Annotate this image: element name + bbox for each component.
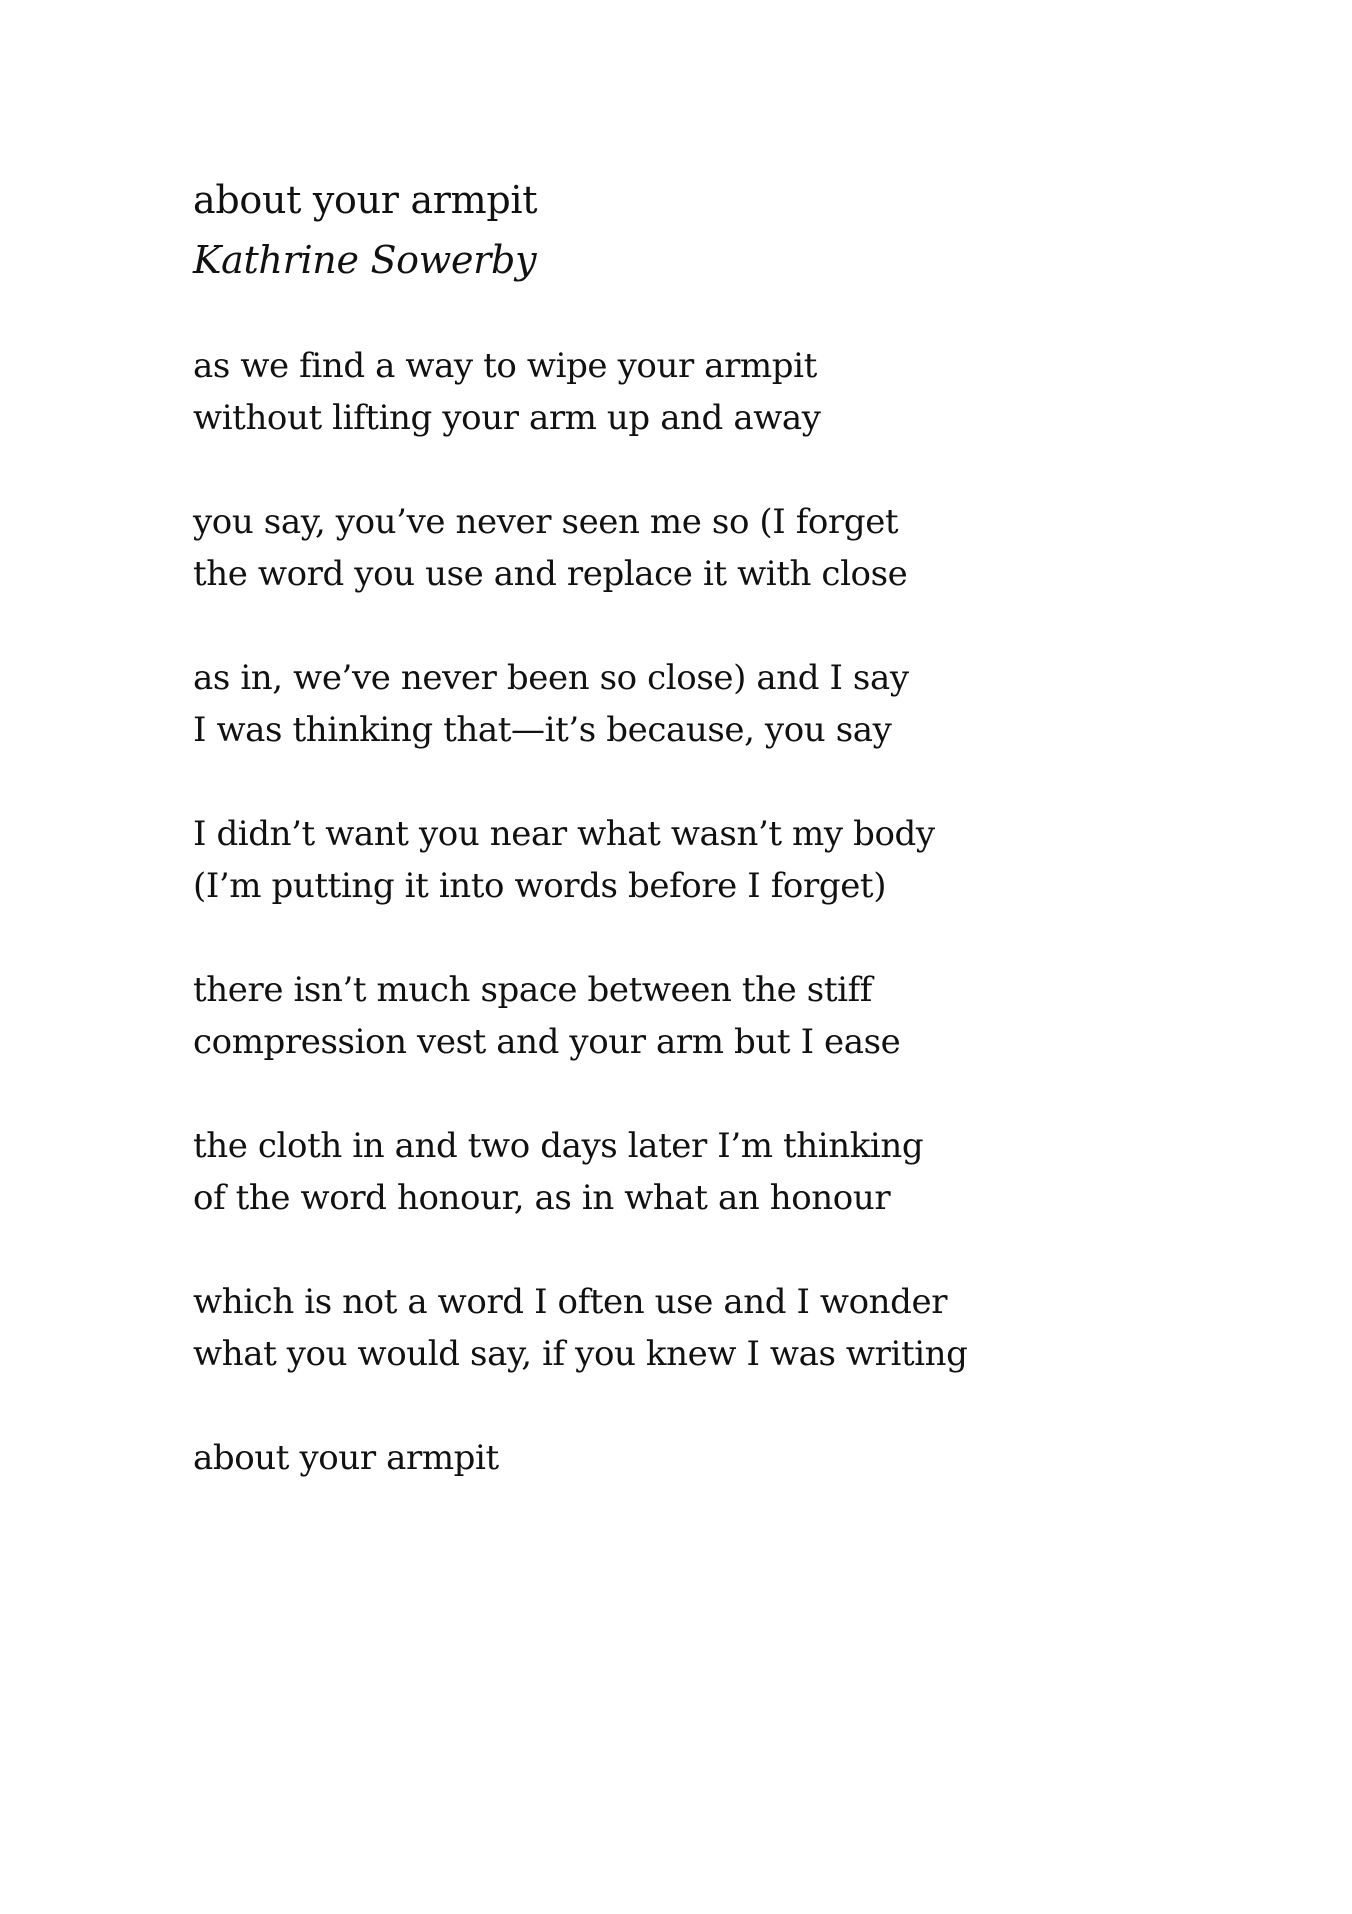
poem-author: Kathrine Sowerby bbox=[193, 238, 537, 282]
poem-line: there isn’t much space between the stiff bbox=[193, 970, 872, 1010]
poem-line: what you would say, if you knew I was writing bbox=[193, 1334, 968, 1374]
stanza bbox=[193, 1432, 1293, 1484]
poem-line: the cloth in and two days later I’m thinking bbox=[193, 1126, 924, 1166]
poem-line: you say, you’ve never seen me so (I forget bbox=[193, 502, 899, 542]
stanza bbox=[193, 340, 1293, 444]
stanza bbox=[193, 496, 1293, 600]
poem-line: as we find a way to wipe your armpit bbox=[193, 346, 817, 386]
poem-line: compression vest and your arm but I ease bbox=[193, 1022, 901, 1062]
stanza bbox=[193, 964, 1293, 1068]
poem-line: (I’m putting it into words before I forget) bbox=[193, 866, 887, 906]
stanza bbox=[193, 1120, 1293, 1224]
poem-page bbox=[193, 170, 1293, 1536]
poem-title: about your armpit bbox=[193, 178, 538, 222]
poem-line: without lifting your arm up and away bbox=[193, 398, 821, 438]
poem-line: which is not a word I often use and I wonder bbox=[193, 1282, 948, 1322]
poem-line: about your armpit bbox=[193, 1438, 499, 1478]
poem-line: I didn’t want you near what wasn’t my body bbox=[193, 814, 935, 854]
stanza bbox=[193, 1276, 1293, 1380]
poem-line: of the word honour, as in what an honour bbox=[193, 1178, 891, 1218]
stanza bbox=[193, 808, 1293, 912]
poem-line: I was thinking that—it’s because, you say bbox=[193, 710, 892, 750]
stanza bbox=[193, 652, 1293, 756]
poem-line: as in, we’ve never been so close) and I say bbox=[193, 658, 909, 698]
poem-line: the word you use and replace it with close bbox=[193, 554, 908, 594]
poem-body bbox=[193, 340, 1293, 1484]
